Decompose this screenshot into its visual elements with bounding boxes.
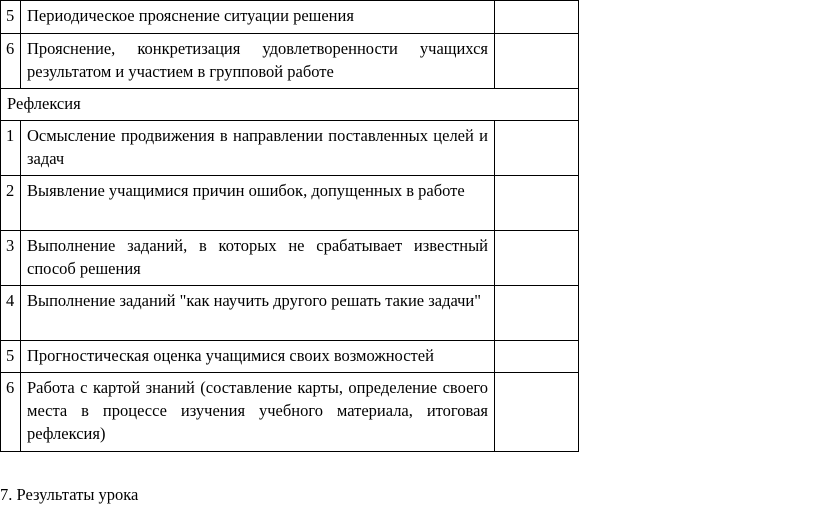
section-row <box>1 89 579 121</box>
row-text: Периодическое прояснение ситуации решения <box>21 1 495 34</box>
table-row <box>1 341 579 373</box>
table-row <box>1 231 579 286</box>
row-text: Выполнение заданий "как научить другого решать такие задачи" <box>21 286 495 341</box>
row-number: 6 <box>1 373 21 452</box>
row-number: 6 <box>1 34 21 89</box>
section-title: Рефлексия <box>1 89 579 121</box>
row-number: 2 <box>1 176 21 231</box>
row-empty-cell <box>495 121 579 176</box>
row-empty-cell <box>495 341 579 373</box>
table-row <box>1 176 579 231</box>
row-number: 3 <box>1 231 21 286</box>
row-empty-cell <box>495 34 579 89</box>
row-empty-cell <box>495 1 579 34</box>
table-row <box>1 286 579 341</box>
row-text: Осмысление продвижения в направлении поставленных целей и задач <box>21 121 495 176</box>
row-number: 1 <box>1 121 21 176</box>
row-number: 5 <box>1 341 21 373</box>
row-empty-cell <box>495 176 579 231</box>
row-empty-cell <box>495 373 579 452</box>
row-text: Прояснение, конкретизация удовлетворенности учащихся результатом и участием в групповой работе <box>21 34 495 89</box>
row-text: Работа с картой знаний (составление карты, определение своего места в процессе изучения учебного материала, итоговая рефлексия) <box>21 373 495 452</box>
table-row <box>1 1 579 34</box>
table-row <box>1 121 579 176</box>
row-empty-cell <box>495 286 579 341</box>
row-number: 4 <box>1 286 21 341</box>
results-heading: 7. Результаты урока <box>0 485 139 504</box>
row-text: Выявление учащимися причин ошибок, допущенных в работе <box>21 176 495 231</box>
row-number: 5 <box>1 1 21 34</box>
row-empty-cell <box>495 231 579 286</box>
table-row <box>1 34 579 89</box>
table-row <box>1 373 579 452</box>
row-text: Выполнение заданий, в которых не срабатывает известный способ решения <box>21 231 495 286</box>
row-text: Прогностическая оценка учащимися своих возможностей <box>21 341 495 373</box>
